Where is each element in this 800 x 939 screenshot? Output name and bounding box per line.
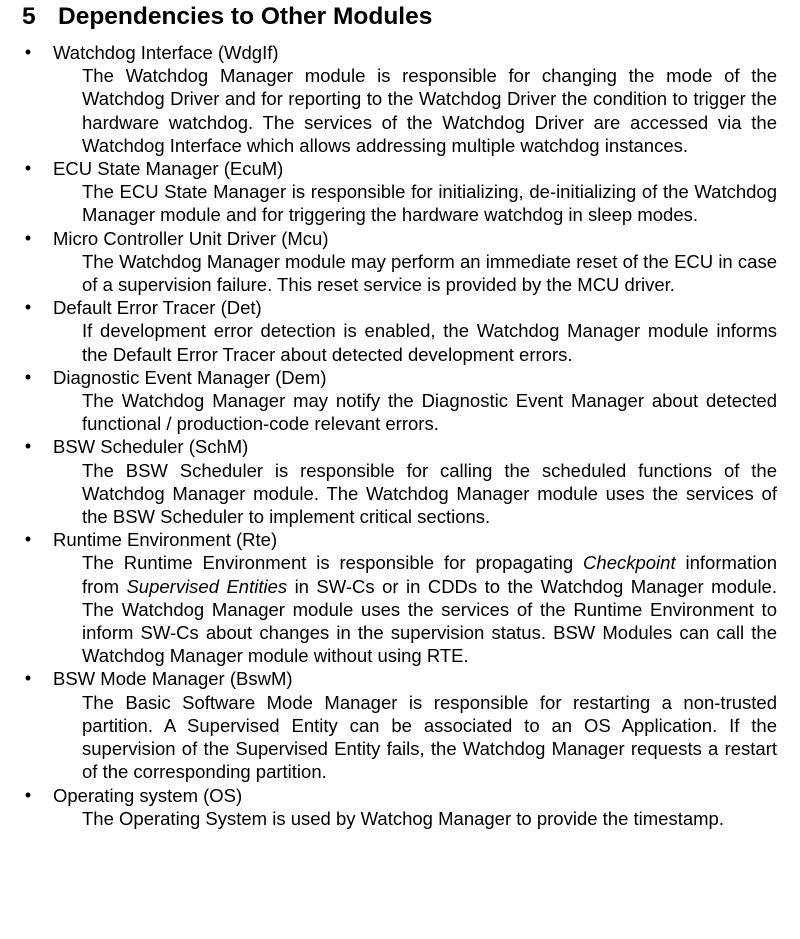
description-text: The Runtime Environment is responsible for propagating [82, 552, 584, 574]
dependency-title: Default Error Tracer (Det) [53, 297, 262, 319]
dependency-title: BSW Mode Manager (BswM) [53, 668, 293, 690]
dependency-item-bswm [0, 667, 800, 783]
dependency-item-wdgif [0, 41, 800, 157]
dependency-description: The Watchdog Manager may notify the Diagnostic Event Manager about detected functional / production-code relevant errors. [82, 390, 777, 435]
dependency-description: The Operating System is used by Watchog Manager to provide the timestamp. [82, 807, 724, 829]
bullet-icon: • [24, 784, 32, 805]
bullet-icon: • [24, 42, 32, 62]
dependency-title: Watchdog Interface (WdgIf) [53, 42, 279, 63]
bullet-icon: • [24, 227, 32, 248]
dependency-description: The Watchdog Manager module is responsible for changing the mode of the Watchdog Driver and for reporting to the Watchdog Driver the condition to trigger the hardware watchdog. The services of the Watchdog Driver are accessed via the Watchdog Interface which allows addressing multiple watchdog instances. [82, 65, 777, 156]
dependency-item-schm [0, 435, 800, 528]
dependency-item-dem [0, 366, 800, 436]
checkpoint-term: Checkpoint [583, 552, 676, 574]
bullet-icon: • [24, 436, 32, 457]
description-text: information from [82, 552, 778, 597]
dependency-description [82, 551, 777, 667]
dependency-item-det [0, 296, 800, 366]
dependency-item-os [0, 784, 800, 830]
dependency-title: ECU State Manager (EcuM) [53, 158, 284, 180]
dependency-description: The BSW Scheduler is responsible for calling the scheduled functions of the Watchdog Manager module. The Watchdog Manager module uses the services of the BSW Scheduler to implement critical sections. [82, 459, 777, 528]
supervised-entities-term: Supervised Entities [126, 575, 288, 597]
section-number: 5 [22, 3, 36, 30]
bullet-icon: • [24, 366, 32, 387]
bullet-icon: • [24, 297, 32, 318]
bullet-icon: • [24, 668, 32, 689]
dependency-item-ecum [0, 157, 800, 227]
section-title: Dependencies to Other Modules [58, 3, 433, 30]
bullet-icon: • [24, 529, 32, 550]
section-heading [22, 2, 432, 32]
description-text: in SW-Cs or in CDDs to the Watchdog Manager module. The Watchdog Manager module uses the services of the Runtime Environment to inform SW-Cs about changes in the supervision status. BSW Modules can call the Watchdog Manager module without using RTE. [82, 575, 777, 667]
dependency-item-mcu [0, 227, 800, 297]
dependency-description: The ECU State Manager is responsible for initializing, de-initializing of the Watchdog Manager module and for triggering the hardware watchdog in sleep modes. [82, 181, 777, 226]
bullet-icon: • [24, 158, 32, 179]
dependency-title: Runtime Environment (Rte) [53, 529, 278, 551]
dependency-title: Diagnostic Event Manager (Dem) [53, 366, 327, 388]
dependency-description: The Watchdog Manager module may perform an immediate reset of the ECU in case of a supervision failure. This reset service is provided by the MCU driver. [82, 250, 777, 296]
dependency-title: Operating system (OS) [53, 784, 243, 806]
dependency-list [0, 41, 800, 830]
dependency-description: If development error detection is enabled, the Watchdog Manager module informs the Default Error Tracer about detected development errors. [82, 320, 777, 365]
dependency-title: Micro Controller Unit Driver (Mcu) [53, 227, 329, 249]
dependency-title: BSW Scheduler (SchM) [53, 436, 249, 458]
dependency-description: The Basic Software Mode Manager is responsible for restarting a non-trusted partition. A Supervised Entity can be associated to an OS Application. If the supervision of the Supervised Entity fails, the Watchdog Manager requests a restart of the corresponding partition. [82, 691, 777, 783]
dependency-item-rte [0, 528, 800, 667]
